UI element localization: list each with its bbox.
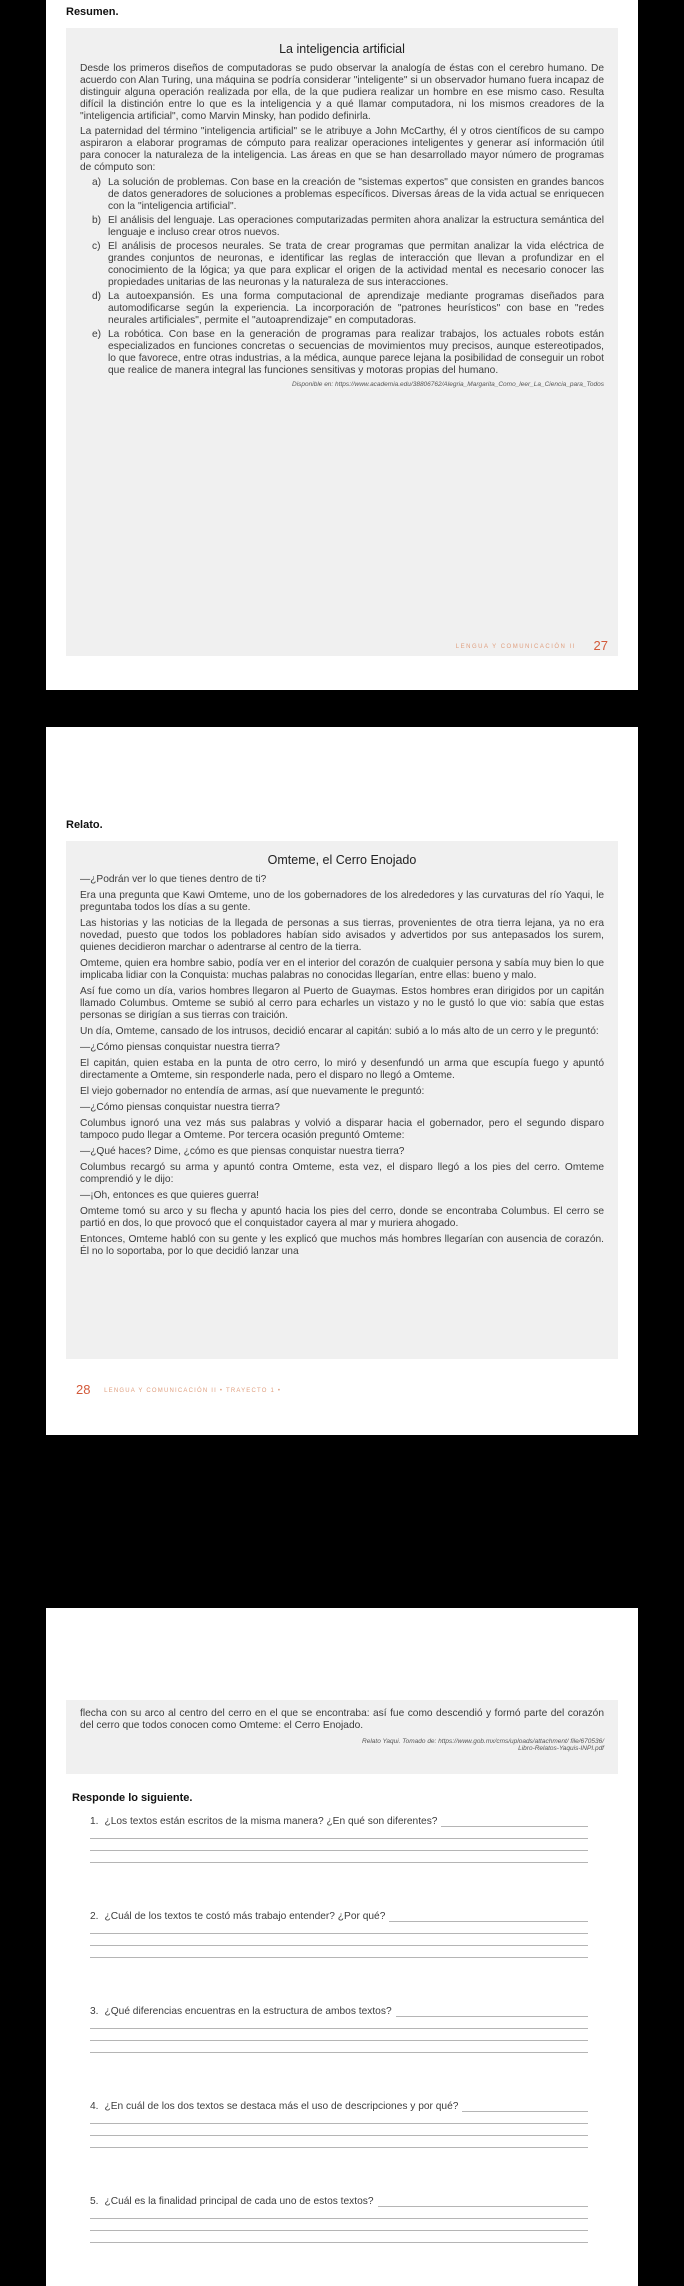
answer-line[interactable] (396, 2007, 588, 2017)
paragraph: —¿Podrán ver lo que tienes dentro de ti? (80, 874, 267, 885)
answer-line[interactable] (462, 2102, 588, 2112)
paragraph: Omteme, quien era hombre sabio, podía ver en el interior del corazón de cualquier persona y sabía muy bien lo que implicaba lidiar con la Conquista: muchas palabras no conocidas llegarían, entre ellas: bueno y malo. (80, 958, 604, 981)
list-item: e) La robótica. Con base en la generación de programas para realizar trabajos, los actuales robots están especializados en funciones concretas o secuencias de movimientos muy precisos, aunque estereotipados, lo que favorece, entre otras industrias, a la médica, aunque parece lejana la posibilidad de conseguir un robot que realice de manera integral las funciones sensitivas y motoras propias del humano. (92, 329, 604, 376)
source-citation (80, 1738, 604, 1752)
paragraph: El viejo gobernador no entendía de armas, así que nuevamente le preguntó: (80, 1086, 425, 1097)
question-5 (90, 2196, 588, 2243)
summary-box (66, 28, 618, 656)
question-2 (90, 1911, 588, 1958)
source-citation: Disponible en: https://www.academia.edu/38806762/Alegria_Margarita_Como_leer_La_Ciencia_para_Todos (292, 381, 604, 388)
section-heading-resumen: Resumen. (66, 6, 119, 18)
page-1 (46, 0, 638, 690)
footer-tag: LENGUA Y COMUNICACIÓN II (455, 643, 576, 650)
story-continuation-box (66, 1700, 618, 1774)
page-number: 27 (593, 638, 608, 653)
question-text: ¿Cuál de los textos te costó más trabajo entender? ¿Por qué? (104, 1911, 386, 1922)
answer-line[interactable] (90, 2147, 588, 2148)
list-item: a) La solución de problemas. Con base en la creación de "sistemas expertos" que consisten en grandes bancos de datos generadores de soluciones a problemas específicos. Diversas áreas de la vida actual se enriquecen con la "inteligencia artificial". (92, 177, 604, 212)
list-item: b) El análisis del lenguaje. Las operaciones computarizadas permiten ahora analizar la estructura semántica del lenguaje e incluso crear otros nuevos. (92, 215, 604, 238)
question-text: ¿Los textos están escritos de la misma manera? ¿En qué son diferentes? (104, 1816, 438, 1827)
answer-line[interactable] (90, 2230, 588, 2231)
answer-line[interactable] (90, 2123, 588, 2124)
question-text: ¿En cuál de los dos textos se destaca más el uso de descripciones y por qué? (104, 2101, 459, 2112)
answer-line[interactable] (378, 2197, 588, 2207)
paragraph: —¡Oh, entonces es que quieres guerra! (80, 1190, 259, 1201)
paragraph: —¿Qué haces? Dime, ¿cómo es que piensas conquistar nuestra tierra? (80, 1146, 405, 1157)
answer-line[interactable] (90, 1862, 588, 1863)
question-1 (90, 1816, 588, 1863)
question-number: 3. (90, 2006, 99, 2017)
answer-line[interactable] (90, 1933, 588, 1934)
list-item: c) El análisis de procesos neurales. Se trata de crear programas que permitan analizar la vida eléctrica de grandes conjuntos de neuronas, e identificar las reglas de interacción que llevan a profundizar en el conocimiento de la lógica; ya que para explicar el origen de la actividad mental es necesario conocer las propiedades unitarias de las neuronas y la naturaleza de sus interacciones. (92, 241, 604, 288)
page-3 (46, 1608, 638, 2286)
paragraph: Columbus recargó su arma y apuntó contra Omteme, esta vez, el disparo llegó a los pies del cerro. Omteme comprendió y le dijo: (80, 1162, 604, 1185)
question-number: 2. (90, 1911, 99, 1922)
paragraph: flecha con su arco al centro del cerro en el que se encontraba: así fue como descendió y formó parte del corazón del cerro que todos conocen como Omteme: el Cerro Enojado. (80, 1708, 604, 1731)
page-number: 28 (76, 1382, 91, 1397)
answer-line[interactable] (90, 1838, 588, 1839)
answer-line[interactable] (90, 2242, 588, 2243)
page-footer (456, 638, 608, 653)
paragraph: Omteme tomó su arco y su flecha y apuntó hacia los pies del cerro, donde se encontraba Columbus. El cerro se partió en dos, lo que provocó que el conquistador cayera al mar y muriera ahogado. (80, 1206, 604, 1229)
question-4 (90, 2101, 588, 2148)
question-3 (90, 2006, 588, 2053)
story-title: Omteme, el Cerro Enojado (267, 853, 417, 867)
answer-line[interactable] (90, 2052, 588, 2053)
question-text: ¿Cuál es la finalidad principal de cada uno de estos textos? (104, 2196, 374, 2207)
paragraph: Desde los primeros diseños de computadoras se pudo observar la analogía de éstas con el cerebro humano. De acuerdo con Alan Turing, una máquina se podría considerar "inteligente" si un observador humano fuera incapaz de distinguir alguna operación realizada por ella, de la que pudiera realizar un hombre en ese mismo caso. Resulta difícil la distinción entre lo que es la inteligencia y a qué llamar computadora, ni los mismos creadores de la "inteligencia artificial", como Marvin Minsky, han podido definirla. (80, 63, 604, 122)
answer-line[interactable] (90, 1957, 588, 1958)
page-footer (76, 1382, 281, 1397)
paragraph: Columbus ignoró una vez más sus palabras y volvió a disparar hacia el gobernador, pero el segundo disparo tampoco pudo llegar a Omteme. Por tercera ocasión preguntó Omteme: (80, 1118, 604, 1141)
paragraph: Era una pregunta que Kawi Omteme, uno de los gobernadores de los alrededores y las curvaturas del río Yaqui, le preguntaba todos los días a su gente. (80, 890, 604, 913)
paragraph: El capitán, quien estaba en la punta de otro cerro, lo miró y desenfundó un arma que escupía fuego y apuntó directamente a Omteme, sin responderle nada, pero el disparo no llegó a Omteme. (80, 1058, 604, 1081)
answer-line[interactable] (90, 1945, 588, 1946)
paragraph: Las historias y las noticias de la llegada de personas a sus tierras, provenientes de otra tierra lejana, ya no era novedad, puesto que todos los pobladores habían sido avisados y advertidos por sus antepasados los surem, quienes decidieron marchar o adentrarse al centro de la tierra. (80, 918, 604, 953)
source-line: Relato Yaqui. Tomado de: https://www.gob.mx/cms/uploads/attachment/ file/670536/ (362, 1738, 604, 1745)
list-item: d) La autoexpansión. Es una forma computacional de aprendizaje mediante programas diseñados para automodificarse según la experiencia. La incorporación de "patrones heurísticos" con base en "redes neurales artificiales", permite el "autoaprendizaje" en computadoras. (92, 291, 604, 326)
story-box (66, 841, 618, 1359)
question-number: 4. (90, 2101, 99, 2112)
areas-list (92, 177, 604, 377)
paragraph: La paternidad del término "inteligencia artificial" se le atribuye a John McCarthy, él y otros científicos de su campo aspiraron a elaborar programas de cómputo para realizar operaciones inteligentes y generar así información útil para conocer la naturaleza de la inteligencia. Las áreas en que se han desarrollado mayor número de programas de cómputo son: (80, 126, 604, 173)
answer-line[interactable] (90, 2218, 588, 2219)
page-2 (46, 727, 638, 1435)
question-text: ¿Qué diferencias encuentras en la estructura de ambos textos? (104, 2006, 392, 2017)
answer-line[interactable] (389, 1912, 588, 1922)
paragraph: Un día, Omteme, cansado de los intrusos, decidió encarar al capitán: subió a lo más alto de un cerro y le preguntó: (80, 1026, 599, 1037)
paragraph: Así fue como un día, varios hombres llegaron al Puerto de Guaymas. Estos hombres eran dirigidos por un capitán llamado Columbus. Omteme se subió al cerro para echarles un vistazo y no le gustó lo que vio: sabía que estas personas se dirigían a sus tierras con traición. (80, 986, 604, 1021)
footer-tag: LENGUA Y COMUNICACIÓN II • TRAYECTO 1 • (104, 1387, 282, 1394)
section-heading-relato: Relato. (66, 819, 103, 831)
paragraph: —¿Cómo piensas conquistar nuestra tierra? (80, 1042, 280, 1053)
source-line: Libro-Relatos-Yaquis-INPI.pdf (518, 1745, 604, 1752)
question-number: 1. (90, 1816, 99, 1827)
paragraph: —¿Cómo piensas conquistar nuestra tierra? (80, 1102, 280, 1113)
answer-line[interactable] (441, 1817, 588, 1827)
answer-line[interactable] (90, 2040, 588, 2041)
paragraph: Entonces, Omteme habló con su gente y les explicó que muchos más hombres llegarían con ausencia de corazón. Él no lo soportaba, por lo que decidió lanzar una (80, 1234, 604, 1257)
answer-line[interactable] (90, 1850, 588, 1851)
question-number: 5. (90, 2196, 99, 2207)
answer-line[interactable] (90, 2028, 588, 2029)
questions-heading: Responde lo siguiente. (72, 1792, 193, 1804)
answer-line[interactable] (90, 2135, 588, 2136)
article-title: La inteligencia artificial (279, 42, 405, 56)
